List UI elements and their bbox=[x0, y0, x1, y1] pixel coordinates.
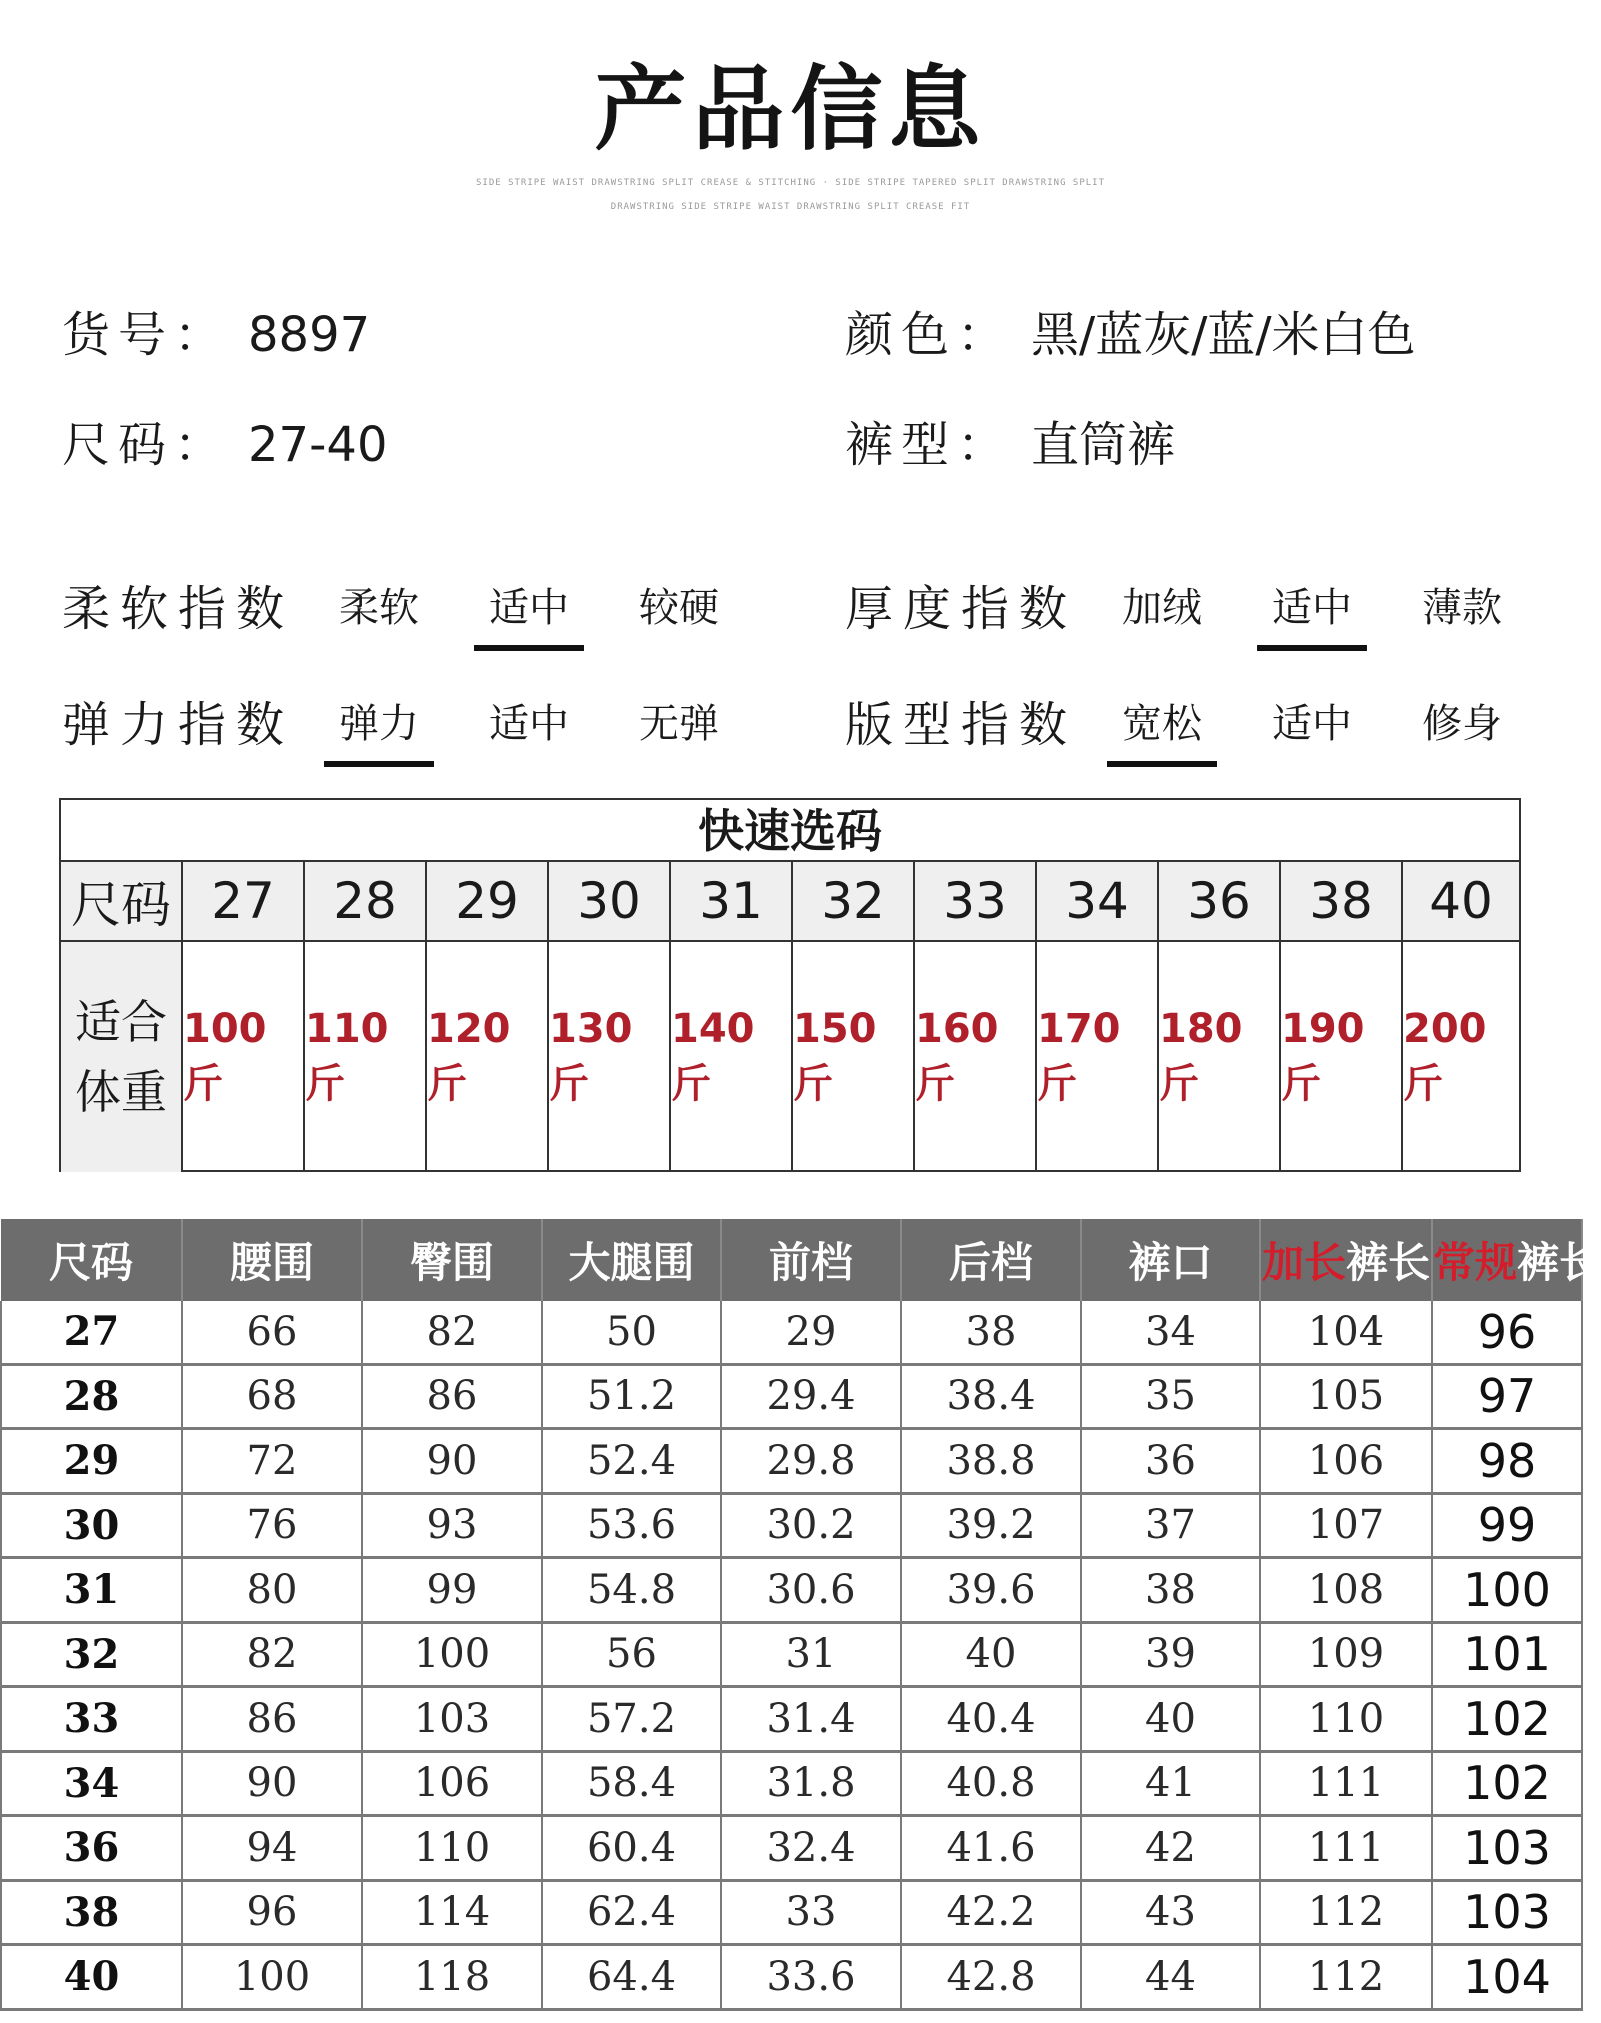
table-cell: 82 bbox=[362, 1301, 542, 1364]
table-cell: 107 bbox=[1260, 1493, 1432, 1558]
decorative-subtitle-1: SIDE STRIPE WAIST DRAWSTRING SPLIT CREASE & STITCHING · SIDE STRIPE TAPERED SPLIT DRAWSTRING SPLIT bbox=[475, 178, 1105, 188]
table-row bbox=[1, 1687, 1582, 1752]
measurement-table bbox=[0, 1219, 1601, 2011]
size-cell: 27 bbox=[1, 1301, 182, 1364]
table-cell: 30.6 bbox=[721, 1558, 901, 1623]
table-cell: 52.4 bbox=[542, 1429, 721, 1494]
quick-weight-cell: 190斤 bbox=[1281, 942, 1403, 1172]
table-cell: 103 bbox=[362, 1687, 542, 1752]
quick-size-title: 快速选码 bbox=[61, 800, 1519, 862]
color-label: 颜色： bbox=[845, 307, 1014, 363]
table-cell: 100 bbox=[182, 1945, 362, 2010]
thickness-index-label: 厚度指数 bbox=[845, 581, 1078, 637]
quick-weight-cell: 200斤 bbox=[1403, 1005, 1487, 1107]
quick-size-cell: 32 bbox=[793, 862, 915, 940]
table-cell: 106 bbox=[1260, 1429, 1432, 1494]
quick-weight-cell: 100斤 bbox=[183, 942, 305, 1172]
table-cell: 29.4 bbox=[721, 1364, 901, 1429]
table-cell: 35 bbox=[1081, 1364, 1260, 1429]
color-value: 黑/蓝灰/蓝/米白色 bbox=[1031, 307, 1416, 363]
quick-weight-cell: 160斤 bbox=[915, 942, 1037, 1172]
table-cell: 41 bbox=[1081, 1751, 1260, 1816]
table-cell: 39.6 bbox=[901, 1558, 1081, 1623]
header-long-length bbox=[1260, 1219, 1432, 1301]
quick-size-cell: 38 bbox=[1281, 862, 1403, 940]
quick-size-cell: 29 bbox=[427, 862, 549, 940]
fit-type-value: 直筒裤 bbox=[1031, 417, 1176, 473]
quick-weight-row bbox=[61, 942, 1519, 1172]
table-cell: 44 bbox=[1081, 1945, 1260, 2010]
quick-size-cell: 34 bbox=[1037, 862, 1159, 940]
size-cell: 40 bbox=[1, 1945, 182, 2010]
table-cell: 34 bbox=[1081, 1301, 1260, 1364]
table-cell: 96 bbox=[182, 1880, 362, 1945]
measurement-header-row bbox=[1, 1219, 1582, 1301]
table-cell: 111 bbox=[1260, 1751, 1432, 1816]
table-cell: 30.2 bbox=[721, 1493, 901, 1558]
size-cell: 32 bbox=[1, 1622, 182, 1687]
regular-length-cell: 102 bbox=[1432, 1687, 1582, 1752]
elasticity-option-medium: 适中 bbox=[489, 701, 569, 747]
item-number bbox=[62, 296, 370, 365]
elasticity-option-none: 无弹 bbox=[639, 701, 719, 747]
table-cell: 66 bbox=[182, 1301, 362, 1364]
thickness-option-thin: 薄款 bbox=[1422, 585, 1502, 631]
table-cell: 39 bbox=[1081, 1622, 1260, 1687]
quick-weight-cell: 140斤 bbox=[671, 942, 793, 1172]
regular-length-cell: 97 bbox=[1432, 1364, 1582, 1429]
cut-option-slim: 修身 bbox=[1422, 701, 1502, 747]
regular-length-cell: 96 bbox=[1432, 1301, 1582, 1364]
cut-option-medium: 适中 bbox=[1272, 701, 1352, 747]
size-range bbox=[62, 406, 388, 475]
table-cell: 39.2 bbox=[901, 1493, 1081, 1558]
table-cell: 40.4 bbox=[901, 1687, 1081, 1752]
table-cell: 41.6 bbox=[901, 1816, 1081, 1881]
table-cell: 42.8 bbox=[901, 1945, 1081, 2010]
table-cell: 86 bbox=[182, 1687, 362, 1752]
regular-length-cell: 101 bbox=[1432, 1622, 1582, 1687]
table-cell: 58.4 bbox=[542, 1751, 721, 1816]
softness-option-medium-selected: 适中 bbox=[474, 576, 584, 651]
item-number-label: 货号： bbox=[62, 307, 231, 363]
size-cell: 36 bbox=[1, 1816, 182, 1881]
table-cell: 72 bbox=[182, 1429, 362, 1494]
table-cell: 90 bbox=[362, 1429, 542, 1494]
table-row bbox=[1, 1429, 1582, 1494]
table-cell: 31.4 bbox=[721, 1687, 901, 1752]
table-row bbox=[1, 1751, 1582, 1816]
table-cell: 38.4 bbox=[901, 1364, 1081, 1429]
decorative-subtitle-2: DRAWSTRING SIDE STRIPE WAIST DRAWSTRING SPLIT CREASE FIT bbox=[610, 202, 971, 212]
quick-weight-cell: 180斤 bbox=[1159, 942, 1281, 1172]
table-cell: 32.4 bbox=[721, 1816, 901, 1881]
item-number-value: 8897 bbox=[248, 307, 371, 363]
table-cell: 93 bbox=[362, 1493, 542, 1558]
table-cell: 110 bbox=[1260, 1687, 1432, 1752]
thickness-option-fleece: 加绒 bbox=[1122, 585, 1202, 631]
table-row bbox=[1, 1945, 1582, 2010]
header-back-rise: 后档 bbox=[901, 1219, 1081, 1301]
table-cell: 29.8 bbox=[721, 1429, 901, 1494]
quick-size-cell: 28 bbox=[305, 862, 427, 940]
table-cell: 99 bbox=[362, 1558, 542, 1623]
size-range-label: 尺码： bbox=[62, 417, 231, 473]
table-cell: 36 bbox=[1081, 1429, 1260, 1494]
size-cell: 28 bbox=[1, 1364, 182, 1429]
table-cell: 33 bbox=[721, 1880, 901, 1945]
table-row bbox=[1, 1558, 1582, 1623]
softness-option-soft: 柔软 bbox=[339, 585, 419, 631]
size-cell: 29 bbox=[1, 1429, 182, 1494]
table-cell: 90 bbox=[182, 1751, 362, 1816]
table-cell: 33.6 bbox=[721, 1945, 901, 2010]
fit-type-label: 裤型： bbox=[845, 417, 1014, 473]
quick-size-row bbox=[61, 862, 1519, 942]
table-cell: 40 bbox=[901, 1622, 1081, 1687]
table-cell: 114 bbox=[362, 1880, 542, 1945]
table-cell: 68 bbox=[182, 1364, 362, 1429]
quick-weight-cell: 130斤 bbox=[549, 942, 671, 1172]
header-hip: 臀围 bbox=[362, 1219, 542, 1301]
table-cell: 104 bbox=[1260, 1301, 1432, 1364]
table-row bbox=[1, 1301, 1582, 1364]
quick-size-cell: 27 bbox=[183, 862, 305, 940]
size-cell: 38 bbox=[1, 1880, 182, 1945]
table-row bbox=[1, 1880, 1582, 1945]
color-info bbox=[845, 296, 1416, 365]
table-cell: 29 bbox=[721, 1301, 901, 1364]
table-cell: 38 bbox=[901, 1301, 1081, 1364]
softness-index-label: 柔软指数 bbox=[62, 581, 295, 637]
table-cell: 86 bbox=[362, 1364, 542, 1429]
regular-length-cell: 99 bbox=[1432, 1493, 1582, 1558]
quick-weight-header: 适合体重 bbox=[61, 942, 183, 1172]
table-cell: 106 bbox=[362, 1751, 542, 1816]
table-cell: 110 bbox=[362, 1816, 542, 1881]
table-cell: 76 bbox=[182, 1493, 362, 1558]
table-cell: 54.8 bbox=[542, 1558, 721, 1623]
regular-length-cell: 100 bbox=[1432, 1558, 1582, 1623]
header-regular-length bbox=[1432, 1219, 1601, 1301]
header-leg-opening: 裤口 bbox=[1081, 1219, 1260, 1301]
table-cell: 50 bbox=[542, 1301, 721, 1364]
size-cell: 30 bbox=[1, 1493, 182, 1558]
table-cell: 38.8 bbox=[901, 1429, 1081, 1494]
quick-weight-cell: 170斤 bbox=[1037, 942, 1159, 1172]
table-cell: 112 bbox=[1260, 1880, 1432, 1945]
size-range-value: 27-40 bbox=[248, 417, 388, 473]
regular-length-cell: 102 bbox=[1432, 1751, 1582, 1816]
table-cell: 42.2 bbox=[901, 1880, 1081, 1945]
header-front-rise: 前档 bbox=[721, 1219, 901, 1301]
size-cell: 33 bbox=[1, 1687, 182, 1752]
quick-size-cell: 30 bbox=[549, 862, 671, 940]
table-cell: 60.4 bbox=[542, 1816, 721, 1881]
regular-length-cell: 98 bbox=[1432, 1429, 1582, 1494]
table-cell: 62.4 bbox=[542, 1880, 721, 1945]
table-cell: 108 bbox=[1260, 1558, 1432, 1623]
table-cell: 80 bbox=[182, 1558, 362, 1623]
quick-size-table bbox=[59, 798, 1521, 1172]
table-cell: 100 bbox=[362, 1622, 542, 1687]
table-cell: 40 bbox=[1081, 1687, 1260, 1752]
quick-weight-cell: 110斤 bbox=[305, 942, 427, 1172]
table-cell: 31.8 bbox=[721, 1751, 901, 1816]
header-size: 尺码 bbox=[1, 1219, 182, 1301]
cut-option-loose-selected: 宽松 bbox=[1107, 692, 1217, 767]
table-row bbox=[1, 1364, 1582, 1429]
fit-type bbox=[845, 406, 1175, 475]
table-row bbox=[1, 1622, 1582, 1687]
table-row bbox=[1, 1816, 1582, 1881]
table-cell: 112 bbox=[1260, 1945, 1432, 2010]
size-cell: 31 bbox=[1, 1558, 182, 1623]
header-regular-length-red: 常规 bbox=[1433, 1238, 1518, 1287]
table-cell: 40.8 bbox=[901, 1751, 1081, 1816]
table-cell: 94 bbox=[182, 1816, 362, 1881]
table-cell: 43 bbox=[1081, 1880, 1260, 1945]
size-cell: 34 bbox=[1, 1751, 182, 1816]
table-cell: 64.4 bbox=[542, 1945, 721, 2010]
table-row bbox=[1, 1493, 1582, 1558]
quick-size-cell: 33 bbox=[915, 862, 1037, 940]
regular-length-cell: 104 bbox=[1432, 1945, 1582, 2010]
elasticity-option-stretch-selected: 弹力 bbox=[324, 692, 434, 767]
table-cell: 105 bbox=[1260, 1364, 1432, 1429]
regular-length-cell: 103 bbox=[1432, 1880, 1582, 1945]
quick-size-header: 尺码 bbox=[61, 862, 183, 940]
table-cell: 31 bbox=[721, 1622, 901, 1687]
quick-weight-cell: 120斤 bbox=[427, 942, 549, 1172]
quick-size-cell: 36 bbox=[1159, 862, 1281, 940]
quick-size-cell: 40 bbox=[1403, 862, 1519, 940]
table-cell: 109 bbox=[1260, 1622, 1432, 1687]
softness-option-hard: 较硬 bbox=[639, 585, 719, 631]
header-long-length-red: 加长 bbox=[1261, 1238, 1346, 1287]
table-cell: 82 bbox=[182, 1622, 362, 1687]
header-long-length-rest: 裤长 bbox=[1346, 1238, 1431, 1287]
regular-length-cell: 103 bbox=[1432, 1816, 1582, 1881]
header-waist: 腰围 bbox=[182, 1219, 362, 1301]
elasticity-index-label: 弹力指数 bbox=[62, 697, 295, 753]
page-title: 产品信息 bbox=[594, 56, 987, 163]
quick-size-cell: 31 bbox=[671, 862, 793, 940]
header-thigh: 大腿围 bbox=[542, 1219, 721, 1301]
table-cell: 56 bbox=[542, 1622, 721, 1687]
table-cell: 42 bbox=[1081, 1816, 1260, 1881]
cut-index-label: 版型指数 bbox=[845, 697, 1078, 753]
quick-weight-cell: 150斤 bbox=[793, 942, 915, 1172]
table-cell: 37 bbox=[1081, 1493, 1260, 1558]
table-cell: 38 bbox=[1081, 1558, 1260, 1623]
table-cell: 118 bbox=[362, 1945, 542, 2010]
table-cell: 53.6 bbox=[542, 1493, 721, 1558]
table-cell: 57.2 bbox=[542, 1687, 721, 1752]
table-cell: 111 bbox=[1260, 1816, 1432, 1881]
table-cell: 51.2 bbox=[542, 1364, 721, 1429]
thickness-option-medium-selected: 适中 bbox=[1257, 576, 1367, 651]
header-regular-length-rest: 裤长 bbox=[1517, 1238, 1601, 1287]
